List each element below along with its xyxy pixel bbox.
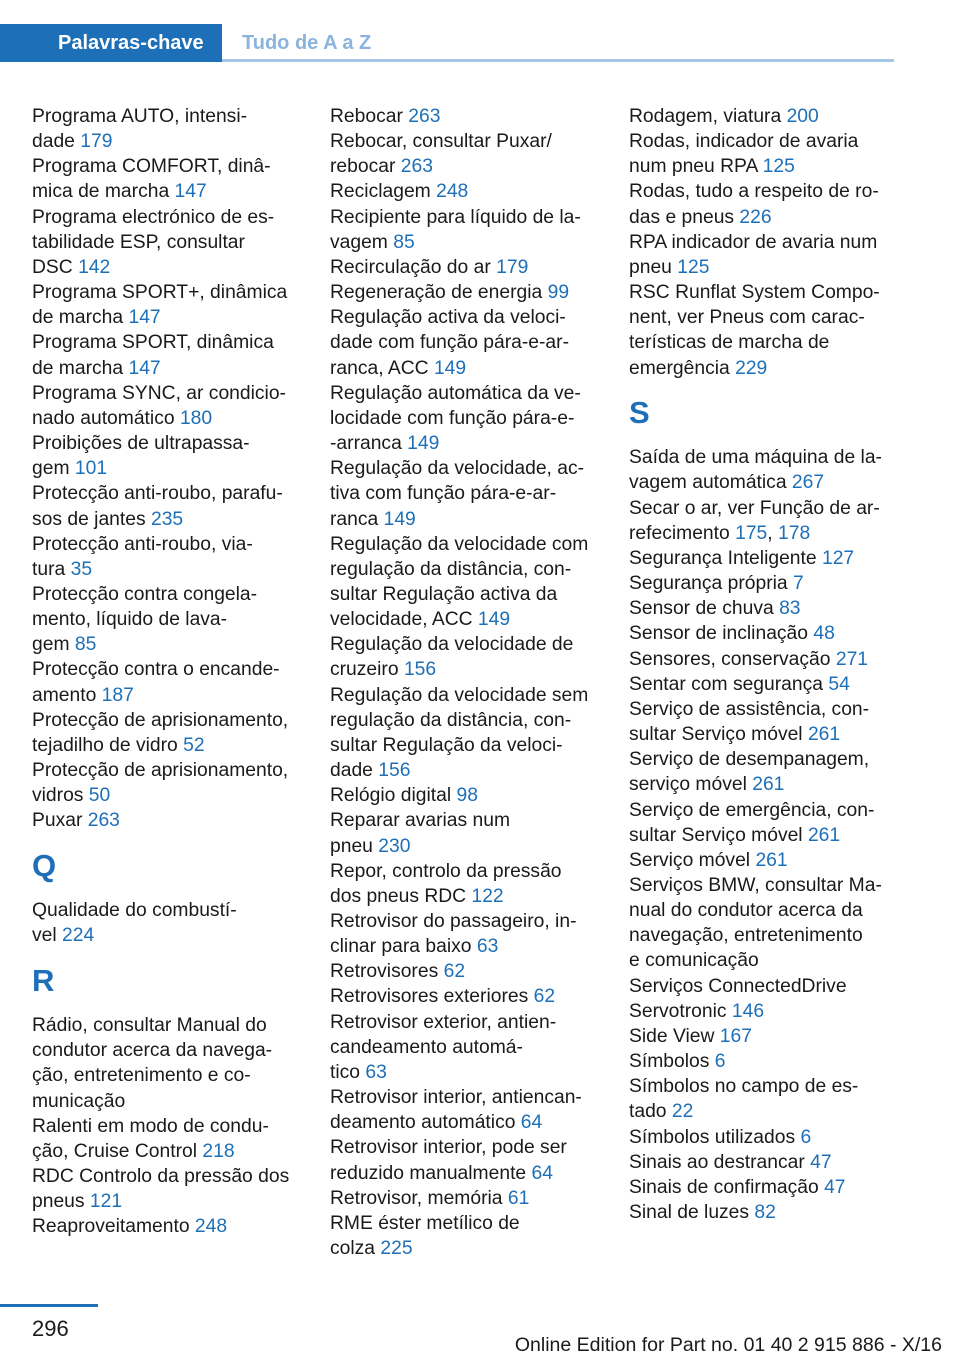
entry-text: navegação, entretenimento [629,925,863,947]
index-entry [330,1010,598,1085]
section-letter: Q [32,847,57,883]
page-link[interactable]: 6 [800,1126,812,1148]
index-entry [330,1211,598,1261]
index-entry [32,1114,300,1164]
entry-text: Retrovisor interior, antiencan- [330,1087,582,1109]
page-link[interactable]: 149 [477,609,511,631]
entry-text: Sensor de inclinação [629,623,809,645]
entry-text: Ralenti em modo de condu- [32,1115,269,1137]
entry-text: Regulação automática da ve- [330,382,581,404]
index-entry [330,255,598,280]
entry-text: Retrovisores exteriores [330,986,529,1008]
header-tabs [0,24,894,62]
entry-text: Segurança própria [629,573,788,595]
page-link[interactable]: 64 [520,1112,543,1134]
entry-text: pneu [629,256,672,278]
entry-text: regulação da distância, con- [330,709,572,731]
entry-text: Sinais de confirmação [629,1176,819,1198]
entry-text: tado [629,1101,667,1123]
page-link[interactable]: 226 [739,206,772,228]
entry-text: Serviço de desempanagem, [629,749,870,771]
page-link[interactable]: 54 [828,673,850,695]
entry-text: Regulação da velocidade com [330,533,589,555]
index-entry [330,959,598,984]
index-entry [629,571,897,596]
page-link[interactable]: 6 [714,1051,726,1073]
index-entry [330,456,598,531]
entry-text: de marcha [32,357,124,379]
page-link[interactable]: 225 [380,1238,413,1260]
index-entry [330,280,598,305]
index-entry [629,129,897,179]
index-entry [629,647,897,672]
index-entry [32,708,300,758]
index-entry [629,1049,897,1074]
entry-text: Serviços ConnectedDrive [629,975,847,997]
page-link[interactable]: 47 [824,1176,846,1198]
index-entry: Secar o ar, ver Função de ar- refecimento 175, 178 [629,497,880,544]
page-link[interactable]: 187 [101,684,134,706]
entry-text: clinar para baixo [330,936,472,958]
entry-text: tejadilho de vidro [32,734,178,756]
entry-text: vidros [32,785,84,807]
index-entry [330,683,598,784]
index-entry [32,330,300,380]
entry-text: Símbolos utilizados [629,1126,796,1148]
page-link[interactable]: 99 [547,282,570,304]
page-link[interactable]: 62 [533,986,556,1008]
entry-text: velocidade, ACC [330,609,473,631]
section-letter: R [32,962,55,998]
entry-text: dos pneus RDC [330,885,467,907]
index-entry [32,657,300,707]
entry-text: Programa AUTO, intensi- [32,106,248,127]
index-entry [629,445,897,495]
index-entry [330,305,598,380]
index-entry [629,104,897,129]
entry-text: ção, entretenimento e co- [32,1065,251,1087]
entry-text: sultar Regulação activa da [330,583,558,605]
entry-text: e comunicação [629,950,759,972]
page-link[interactable]: 63 [476,936,499,958]
index-entry [629,1200,897,1225]
entry-text: num pneu RPA [629,156,758,178]
entry-text: Regulação da velocidade, ac- [330,458,585,480]
entry-text: Programa COMFORT, dinâ- [32,156,271,178]
page-link[interactable]: 147 [128,357,161,379]
entry-text: RME éster metílico de [330,1212,520,1234]
index-entry [629,1175,897,1200]
page-link[interactable]: 200 [786,106,819,127]
page-link[interactable]: 248 [194,1216,228,1238]
entry-text: tico [330,1061,361,1083]
page-link[interactable]: 149 [407,433,440,455]
entry-text: Rebocar [330,106,403,127]
index-entry [330,129,598,179]
page-link[interactable]: 61 [507,1187,530,1209]
entry-text: Servotronic [629,1000,727,1022]
page-link[interactable]: 263 [87,810,120,832]
entry-text: deamento automático [330,1112,516,1134]
index-entry [330,532,598,633]
entry-text: Regulação da velocidade sem [330,684,589,706]
index-entry [629,1074,897,1124]
entry-text: regulação da distância, con- [330,558,572,580]
index-entry [629,697,897,747]
tab-tudo-de-a-a-z[interactable]: Tudo de A a Z [242,32,372,54]
entry-text: Rodas, indicador de avaria [629,131,859,153]
entry-text: Serviço de emergência, con- [629,799,875,821]
entry-text: nent, ver Pneus com carac- [629,307,865,329]
entry-text: Protecção de aprisionamento, [32,760,289,782]
page-link[interactable]: 175 [735,522,768,544]
page-link[interactable]: 146 [731,1000,765,1022]
page-link[interactable]: 248 [436,181,469,203]
entry-text: -arranca [330,433,402,455]
entry-text: Serviço de assistência, con- [629,698,870,720]
index-entry [32,1164,300,1214]
page-link[interactable]: 263 [408,106,441,127]
entry-text: RSC Runflat System Compo- [629,282,880,304]
index-entry [629,179,897,229]
entry-text: Regeneração de energia [330,282,543,304]
page-link[interactable]: 83 [779,598,801,620]
index-entry [629,230,897,280]
entry-text: tura [32,558,66,580]
index-entry [629,596,897,621]
entry-text: dade [330,760,373,782]
page-link[interactable]: 156 [403,659,437,681]
index-entry [330,205,598,255]
page-link[interactable]: 179 [80,131,113,153]
entry-text: Protecção contra o encande- [32,659,280,681]
entry-text: tiva com função pára-e-ar- [330,483,557,505]
entry-text: serviço móvel [629,774,747,796]
entry-text: sultar Serviço móvel [629,824,803,846]
entry-text: reduzido manualmente [330,1162,527,1184]
page-number: 296 [32,1316,69,1341]
entry-text: ção, Cruise Control [32,1140,198,1162]
entry-text: Sentar com segurança [629,673,823,695]
page-link[interactable]: 261 [755,849,788,871]
page-link[interactable]: 85 [393,231,415,253]
index-entry [629,848,897,873]
entry-text: vagem [330,231,388,253]
entry-text: Símbolos no campo de es- [629,1076,859,1098]
entry-text: vel [32,925,57,947]
entry-text: municação [32,1090,126,1112]
entry-text: Proibições de ultrapassa- [32,433,250,455]
entry-text: amento [32,684,97,706]
entry-text: refecimento [629,522,730,544]
page-link[interactable]: 125 [762,156,795,178]
page-link[interactable]: 125 [677,256,710,278]
entry-text: sultar Regulação da veloci- [330,734,563,756]
page-link[interactable]: 149 [433,357,467,379]
entry-text: Sensor de chuva [629,598,774,620]
page-link[interactable]: 147 [174,181,207,203]
edition-footer: Online Edition for Part no. 01 40 2 915 886 - X/16 [514,1334,942,1356]
page-link[interactable]: 62 [443,961,466,983]
index-entry [32,154,300,204]
page-link[interactable]: 261 [807,724,841,746]
entry-text: ranca [330,508,379,530]
index-entry [629,974,897,999]
page-link[interactable]: 50 [88,785,111,807]
page-link[interactable]: 64 [531,1162,553,1184]
page-link[interactable]: 167 [719,1025,752,1047]
index-entry [629,999,897,1024]
index-entry [32,898,300,948]
index-entry [629,672,897,697]
entry-text: colza [330,1238,376,1260]
header-divider [222,59,894,62]
page-number-bar [0,1304,98,1307]
entry-text: Rebocar, consultar Puxar/ [330,131,552,153]
entry-text: Side View [629,1025,715,1047]
index-entry [330,783,598,808]
entry-text: pneu [330,835,373,857]
index-entry [330,859,598,909]
index-entry [330,1135,598,1185]
page-link[interactable]: 142 [78,256,111,278]
index-entry [32,758,300,808]
entry-text: Regulação da velocidade de [330,634,574,656]
entry-text: Relógio digital [330,785,452,807]
entry-text: sos de jantes [32,508,146,530]
entry-text: locidade com função pára-e- [330,407,575,429]
page-link[interactable]: 22 [671,1101,694,1123]
entry-text: Protecção anti-roubo, parafu- [32,483,283,505]
page-link[interactable]: 98 [456,785,478,807]
page-link[interactable]: 224 [62,925,95,947]
entry-text: RPA indicador de avaria num [629,231,878,253]
index-entry [330,909,598,959]
entry-text: Retrovisor exterior, antien- [330,1011,557,1033]
page-link[interactable]: 178 [778,522,811,544]
page-link[interactable]: 261 [807,824,841,846]
index-entry [629,1150,897,1175]
page-link[interactable]: 263 [400,156,433,178]
entry-text: sultar Serviço móvel [629,724,803,746]
entry-text: ranca, ACC [330,357,429,379]
page-link[interactable]: 35 [70,558,93,580]
entry-text: Programa SYNC, ar condicio- [32,382,286,404]
entry-text: dade [32,131,75,153]
entry-text: gem [32,634,70,656]
index-entry [330,1085,598,1135]
entry-text: Protecção de aprisionamento, [32,709,289,731]
page-link[interactable]: 147 [128,307,161,329]
index-entry [629,747,897,797]
page-link[interactable]: 156 [378,760,411,782]
page-link[interactable]: 235 [150,508,184,530]
page-link[interactable]: 218 [202,1140,235,1162]
index-column-3 [629,104,897,1225]
page-link[interactable]: 101 [74,458,108,480]
page-link[interactable]: 82 [754,1202,776,1223]
page-link[interactable]: 85 [74,634,97,656]
entry-text: Programa SPORT+, dinâmica [32,282,288,304]
entry-text: Sinais ao destrancar [629,1151,805,1173]
entry-text: Retrovisores [330,961,439,983]
entry-text: Rádio, consultar Manual do [32,1015,267,1037]
entry-text: Segurança Inteligente [629,547,817,569]
index-entry [32,431,300,481]
entry-text: DSC [32,256,73,278]
entry-text: Reparar avarias num [330,810,511,832]
entry-text: Secar o ar, ver Função de ar- [629,497,880,519]
entry-text: Qualidade do combustí- [32,900,237,922]
page-link[interactable]: 47 [810,1151,832,1173]
entry-text: mento, líquido de lava- [32,609,228,631]
page-link[interactable]: 121 [89,1191,123,1213]
entry-text: Sinal de luzes [629,1202,750,1223]
entry-text: tabilidade ESP, consultar [32,231,245,253]
index-entry [330,984,598,1009]
entry-text: Protecção contra congela- [32,583,258,605]
entry-text: de marcha [32,307,124,329]
index-column-1 [32,104,300,1239]
index-entry [330,1186,598,1211]
page-link[interactable]: 179 [496,256,529,278]
entry-text: nual do condutor acerca da [629,900,863,922]
page-link[interactable]: 149 [383,508,416,530]
index-entry [32,104,300,154]
entry-text: RDC Controlo da pressão dos [32,1165,290,1187]
entry-text: terísticas de marcha de [629,332,830,354]
entry-text: Retrovisor interior, pode ser [330,1137,567,1159]
entry-text: Retrovisor do passageiro, in- [330,911,577,932]
section-letter: S [629,395,650,431]
index-entry [32,582,300,657]
entry-text: cruzeiro [330,659,399,681]
entry-text: Repor, controlo da pressão [330,860,562,882]
index-entry [32,381,300,431]
index-entry [32,808,300,833]
index-entry [629,621,897,646]
page-link[interactable]: 229 [735,357,768,379]
entry-text: emergência [629,357,730,379]
index-entry [629,280,897,381]
index-entry [330,381,598,456]
entry-text: Regulação activa da veloci- [330,307,566,329]
index-entry [629,1024,897,1049]
entry-text: vagem automática [629,472,787,494]
page-link[interactable]: 52 [183,734,205,756]
entry-text: Saída de uma máquina de la- [629,447,882,469]
index-entry [330,632,598,682]
page-link[interactable]: 127 [821,547,855,569]
index-entry [32,205,300,280]
entry-text: condutor acerca da navega- [32,1040,273,1062]
index-entry [32,1013,300,1114]
entry-text: Recirculação do ar [330,256,491,278]
entry-text: Protecção anti-roubo, via- [32,533,253,555]
entry-text: Puxar [32,810,83,832]
entry-text: Programa electrónico de es- [32,206,275,228]
entry-text: gem [32,458,70,480]
entry-text: candeamento automá- [330,1036,523,1058]
page-link[interactable]: 267 [791,472,825,494]
entry-text: Retrovisor, memória [330,1187,503,1209]
entry-text: Serviços BMW, consultar Ma- [629,874,882,896]
index-entry [629,873,897,974]
page-link[interactable]: 180 [179,407,213,429]
page-link[interactable]: 7 [793,573,804,595]
index-entry [330,104,598,129]
index-entry [32,481,300,531]
entry-text: Reaproveitamento [32,1216,190,1238]
page-link[interactable]: 48 [813,623,835,645]
index-entry [629,798,897,848]
page-link[interactable]: 63 [365,1061,387,1083]
entry-text: Reciclagem [330,181,431,203]
index-entry [32,280,300,330]
entry-text: pneus [32,1191,85,1213]
entry-text: Rodagem, viatura [629,106,782,127]
entry-text: Programa SPORT, dinâmica [32,332,274,354]
index-entry [629,1125,897,1150]
entry-text: Recipiente para líquido de la- [330,206,581,228]
entry-text: rebocar [330,156,396,178]
index-entry [330,808,598,858]
index-column-2 [330,104,598,1261]
page-link[interactable]: 261 [752,774,785,796]
index-entry [330,179,598,204]
tab-palavras-chave[interactable]: Palavras-chave [0,24,222,62]
entry-text: Rodas, tudo a respeito de ro- [629,181,879,203]
page-link[interactable]: 122 [471,885,504,907]
entry-text: Serviço móvel [629,849,751,871]
entry-text: mica de marcha [32,181,170,203]
index-entry [629,546,897,571]
entry-text: Sensores, conservação [629,648,831,670]
entry-text: dade com função pára-e-ar- [330,332,570,354]
entry-text: nado automático [32,407,175,429]
page-link[interactable]: 271 [835,648,869,670]
entry-text: das e pneus [629,206,735,228]
index-entry [32,532,300,582]
entry-text: Símbolos [629,1051,710,1073]
index-entry [32,1214,300,1239]
page-link[interactable]: 230 [378,835,411,857]
